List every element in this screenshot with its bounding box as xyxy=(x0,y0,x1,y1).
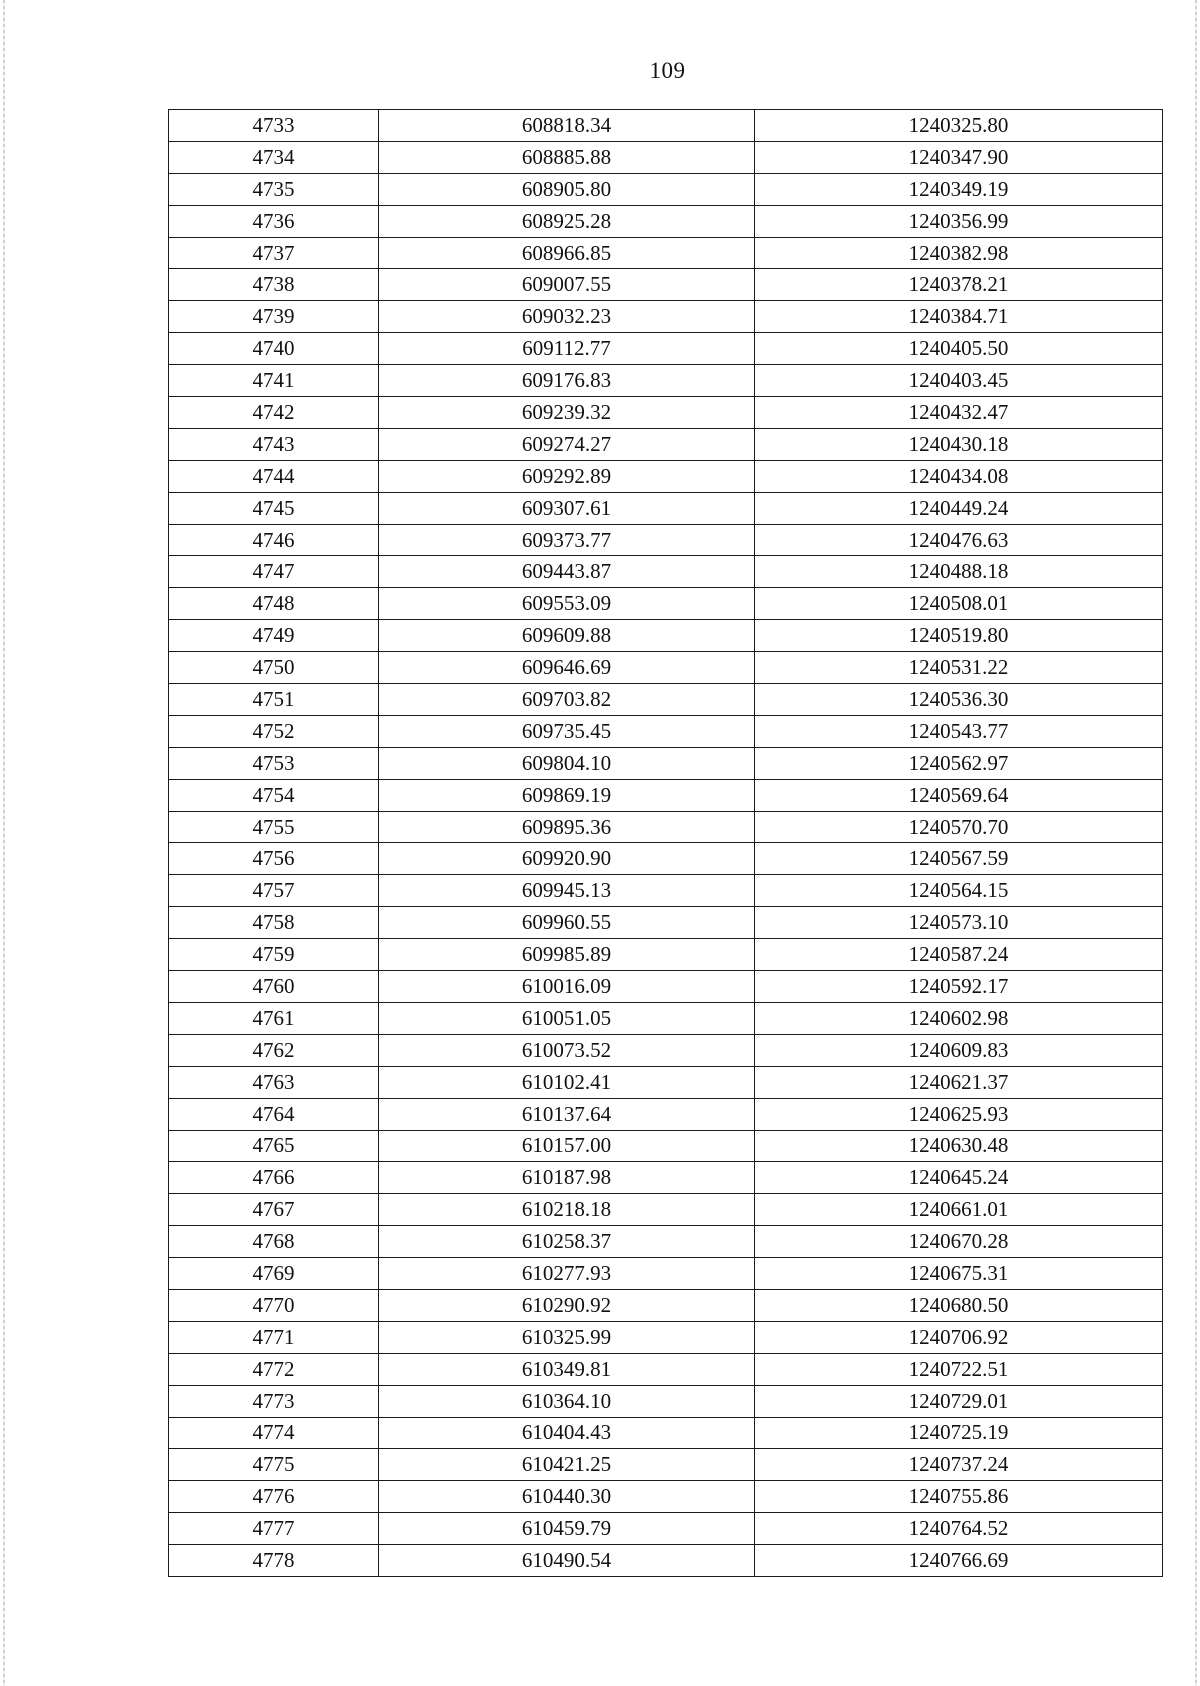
point-number-cell: 4740 xyxy=(169,333,379,365)
x-coordinate-cell: 609703.82 xyxy=(379,684,755,716)
x-coordinate-cell: 609735.45 xyxy=(379,715,755,747)
table-row xyxy=(169,1385,1163,1417)
x-coordinate-cell: 609292.89 xyxy=(379,460,755,492)
table-row xyxy=(169,301,1163,333)
y-coordinate-cell: 1240587.24 xyxy=(755,939,1163,971)
table-row xyxy=(169,1258,1163,1290)
y-coordinate-cell: 1240519.80 xyxy=(755,620,1163,652)
x-coordinate-cell: 610364.10 xyxy=(379,1385,755,1417)
x-coordinate-cell: 609274.27 xyxy=(379,428,755,460)
point-number-cell: 4767 xyxy=(169,1194,379,1226)
x-coordinate-cell: 610277.93 xyxy=(379,1258,755,1290)
y-coordinate-cell: 1240325.80 xyxy=(755,110,1163,142)
point-number-cell: 4737 xyxy=(169,237,379,269)
y-coordinate-cell: 1240706.92 xyxy=(755,1321,1163,1353)
page-number: 109 xyxy=(649,58,686,83)
y-coordinate-cell: 1240764.52 xyxy=(755,1513,1163,1545)
table-row xyxy=(169,333,1163,365)
y-coordinate-cell: 1240384.71 xyxy=(755,301,1163,333)
table-row xyxy=(169,1226,1163,1258)
table-row xyxy=(169,684,1163,716)
y-coordinate-cell: 1240729.01 xyxy=(755,1385,1163,1417)
x-coordinate-cell: 609443.87 xyxy=(379,556,755,588)
point-number-cell: 4760 xyxy=(169,971,379,1003)
point-number-cell: 4777 xyxy=(169,1513,379,1545)
table-row xyxy=(169,110,1163,142)
table-row xyxy=(169,141,1163,173)
table-row xyxy=(169,907,1163,939)
table-row xyxy=(169,1289,1163,1321)
x-coordinate-cell: 609869.19 xyxy=(379,779,755,811)
point-number-cell: 4774 xyxy=(169,1417,379,1449)
y-coordinate-cell: 1240680.50 xyxy=(755,1289,1163,1321)
y-coordinate-cell: 1240405.50 xyxy=(755,333,1163,365)
point-number-cell: 4748 xyxy=(169,588,379,620)
x-coordinate-cell: 610102.41 xyxy=(379,1066,755,1098)
table-row xyxy=(169,1162,1163,1194)
point-number-cell: 4778 xyxy=(169,1545,379,1577)
y-coordinate-cell: 1240592.17 xyxy=(755,971,1163,1003)
table-row xyxy=(169,1194,1163,1226)
point-number-cell: 4765 xyxy=(169,1130,379,1162)
x-coordinate-cell: 610290.92 xyxy=(379,1289,755,1321)
y-coordinate-cell: 1240609.83 xyxy=(755,1034,1163,1066)
x-coordinate-cell: 609553.09 xyxy=(379,588,755,620)
x-coordinate-cell: 610459.79 xyxy=(379,1513,755,1545)
y-coordinate-cell: 1240449.24 xyxy=(755,492,1163,524)
table-row xyxy=(169,1066,1163,1098)
table-row xyxy=(169,811,1163,843)
y-coordinate-cell: 1240488.18 xyxy=(755,556,1163,588)
point-number-cell: 4762 xyxy=(169,1034,379,1066)
y-coordinate-cell: 1240569.64 xyxy=(755,779,1163,811)
y-coordinate-cell: 1240432.47 xyxy=(755,397,1163,429)
x-coordinate-cell: 608905.80 xyxy=(379,173,755,205)
table-row xyxy=(169,460,1163,492)
x-coordinate-cell: 610258.37 xyxy=(379,1226,755,1258)
table-row xyxy=(169,652,1163,684)
table-row xyxy=(169,492,1163,524)
point-number-cell: 4741 xyxy=(169,365,379,397)
y-coordinate-cell: 1240755.86 xyxy=(755,1481,1163,1513)
y-coordinate-cell: 1240347.90 xyxy=(755,141,1163,173)
x-coordinate-cell: 610440.30 xyxy=(379,1481,755,1513)
table-row xyxy=(169,556,1163,588)
y-coordinate-cell: 1240508.01 xyxy=(755,588,1163,620)
point-number-cell: 4771 xyxy=(169,1321,379,1353)
y-coordinate-cell: 1240564.15 xyxy=(755,875,1163,907)
point-number-cell: 4776 xyxy=(169,1481,379,1513)
x-coordinate-cell: 609112.77 xyxy=(379,333,755,365)
y-coordinate-cell: 1240602.98 xyxy=(755,1002,1163,1034)
table-row xyxy=(169,205,1163,237)
x-coordinate-cell: 610073.52 xyxy=(379,1034,755,1066)
table-row xyxy=(169,397,1163,429)
y-coordinate-cell: 1240382.98 xyxy=(755,237,1163,269)
point-number-cell: 4735 xyxy=(169,173,379,205)
point-number-cell: 4744 xyxy=(169,460,379,492)
y-coordinate-cell: 1240403.45 xyxy=(755,365,1163,397)
table-row xyxy=(169,365,1163,397)
point-number-cell: 4756 xyxy=(169,843,379,875)
y-coordinate-cell: 1240630.48 xyxy=(755,1130,1163,1162)
table-row xyxy=(169,524,1163,556)
y-coordinate-cell: 1240661.01 xyxy=(755,1194,1163,1226)
table-row xyxy=(169,1321,1163,1353)
x-coordinate-cell: 610349.81 xyxy=(379,1353,755,1385)
y-coordinate-cell: 1240766.69 xyxy=(755,1545,1163,1577)
table-row xyxy=(169,237,1163,269)
table-row xyxy=(169,588,1163,620)
x-coordinate-cell: 609032.23 xyxy=(379,301,755,333)
x-coordinate-cell: 609895.36 xyxy=(379,811,755,843)
table-row xyxy=(169,1353,1163,1385)
table-row xyxy=(169,1130,1163,1162)
table-row xyxy=(169,779,1163,811)
x-coordinate-cell: 609307.61 xyxy=(379,492,755,524)
point-number-cell: 4742 xyxy=(169,397,379,429)
table-row xyxy=(169,1449,1163,1481)
x-coordinate-cell: 610016.09 xyxy=(379,971,755,1003)
point-number-cell: 4759 xyxy=(169,939,379,971)
y-coordinate-cell: 1240543.77 xyxy=(755,715,1163,747)
point-number-cell: 4739 xyxy=(169,301,379,333)
y-coordinate-cell: 1240562.97 xyxy=(755,747,1163,779)
point-number-cell: 4772 xyxy=(169,1353,379,1385)
y-coordinate-cell: 1240725.19 xyxy=(755,1417,1163,1449)
point-number-cell: 4752 xyxy=(169,715,379,747)
scan-edge-left xyxy=(3,0,5,1686)
point-number-cell: 4747 xyxy=(169,556,379,588)
y-coordinate-cell: 1240356.99 xyxy=(755,205,1163,237)
point-number-cell: 4758 xyxy=(169,907,379,939)
y-coordinate-cell: 1240434.08 xyxy=(755,460,1163,492)
point-number-cell: 4749 xyxy=(169,620,379,652)
table-row xyxy=(169,939,1163,971)
table-row xyxy=(169,173,1163,205)
point-number-cell: 4743 xyxy=(169,428,379,460)
point-number-cell: 4753 xyxy=(169,747,379,779)
y-coordinate-cell: 1240625.93 xyxy=(755,1098,1163,1130)
table-row xyxy=(169,1513,1163,1545)
y-coordinate-cell: 1240573.10 xyxy=(755,907,1163,939)
x-coordinate-cell: 609373.77 xyxy=(379,524,755,556)
x-coordinate-cell: 609960.55 xyxy=(379,907,755,939)
point-number-cell: 4769 xyxy=(169,1258,379,1290)
x-coordinate-cell: 609609.88 xyxy=(379,620,755,652)
point-number-cell: 4755 xyxy=(169,811,379,843)
point-number-cell: 4734 xyxy=(169,141,379,173)
y-coordinate-cell: 1240430.18 xyxy=(755,428,1163,460)
x-coordinate-cell: 608818.34 xyxy=(379,110,755,142)
x-coordinate-cell: 610157.00 xyxy=(379,1130,755,1162)
point-number-cell: 4751 xyxy=(169,684,379,716)
point-number-cell: 4768 xyxy=(169,1226,379,1258)
x-coordinate-cell: 609985.89 xyxy=(379,939,755,971)
y-coordinate-cell: 1240645.24 xyxy=(755,1162,1163,1194)
point-number-cell: 4736 xyxy=(169,205,379,237)
point-number-cell: 4763 xyxy=(169,1066,379,1098)
point-number-cell: 4761 xyxy=(169,1002,379,1034)
x-coordinate-cell: 608925.28 xyxy=(379,205,755,237)
table-row xyxy=(169,1002,1163,1034)
x-coordinate-cell: 609945.13 xyxy=(379,875,755,907)
x-coordinate-cell: 609239.32 xyxy=(379,397,755,429)
x-coordinate-cell: 609804.10 xyxy=(379,747,755,779)
x-coordinate-cell: 610137.64 xyxy=(379,1098,755,1130)
table-row xyxy=(169,269,1163,301)
y-coordinate-cell: 1240570.70 xyxy=(755,811,1163,843)
point-number-cell: 4754 xyxy=(169,779,379,811)
x-coordinate-cell: 608885.88 xyxy=(379,141,755,173)
point-number-cell: 4750 xyxy=(169,652,379,684)
table-row xyxy=(169,1034,1163,1066)
point-number-cell: 4770 xyxy=(169,1289,379,1321)
scan-edge-right xyxy=(1195,0,1197,1686)
point-number-cell: 4775 xyxy=(169,1449,379,1481)
y-coordinate-cell: 1240476.63 xyxy=(755,524,1163,556)
point-number-cell: 4766 xyxy=(169,1162,379,1194)
x-coordinate-cell: 610051.05 xyxy=(379,1002,755,1034)
y-coordinate-cell: 1240737.24 xyxy=(755,1449,1163,1481)
y-coordinate-cell: 1240621.37 xyxy=(755,1066,1163,1098)
point-number-cell: 4738 xyxy=(169,269,379,301)
x-coordinate-cell: 610490.54 xyxy=(379,1545,755,1577)
coordinate-table xyxy=(168,109,1163,1577)
table-row xyxy=(169,843,1163,875)
point-number-cell: 4764 xyxy=(169,1098,379,1130)
table-row xyxy=(169,1098,1163,1130)
table-row xyxy=(169,1545,1163,1577)
point-number-cell: 4733 xyxy=(169,110,379,142)
x-coordinate-cell: 610187.98 xyxy=(379,1162,755,1194)
point-number-cell: 4773 xyxy=(169,1385,379,1417)
x-coordinate-cell: 608966.85 xyxy=(379,237,755,269)
y-coordinate-cell: 1240670.28 xyxy=(755,1226,1163,1258)
table-row xyxy=(169,620,1163,652)
table-row xyxy=(169,1481,1163,1513)
point-number-cell: 4745 xyxy=(169,492,379,524)
x-coordinate-cell: 609646.69 xyxy=(379,652,755,684)
y-coordinate-cell: 1240567.59 xyxy=(755,843,1163,875)
x-coordinate-cell: 610404.43 xyxy=(379,1417,755,1449)
table-row xyxy=(169,1417,1163,1449)
x-coordinate-cell: 610218.18 xyxy=(379,1194,755,1226)
point-number-cell: 4746 xyxy=(169,524,379,556)
table-row xyxy=(169,747,1163,779)
y-coordinate-cell: 1240536.30 xyxy=(755,684,1163,716)
x-coordinate-cell: 609920.90 xyxy=(379,843,755,875)
x-coordinate-cell: 609007.55 xyxy=(379,269,755,301)
x-coordinate-cell: 610325.99 xyxy=(379,1321,755,1353)
point-number-cell: 4757 xyxy=(169,875,379,907)
coordinate-table-body xyxy=(169,110,1163,1577)
table-row xyxy=(169,875,1163,907)
table-row xyxy=(169,428,1163,460)
table-row xyxy=(169,971,1163,1003)
y-coordinate-cell: 1240722.51 xyxy=(755,1353,1163,1385)
table-row xyxy=(169,715,1163,747)
y-coordinate-cell: 1240349.19 xyxy=(755,173,1163,205)
y-coordinate-cell: 1240675.31 xyxy=(755,1258,1163,1290)
y-coordinate-cell: 1240531.22 xyxy=(755,652,1163,684)
x-coordinate-cell: 610421.25 xyxy=(379,1449,755,1481)
x-coordinate-cell: 609176.83 xyxy=(379,365,755,397)
y-coordinate-cell: 1240378.21 xyxy=(755,269,1163,301)
